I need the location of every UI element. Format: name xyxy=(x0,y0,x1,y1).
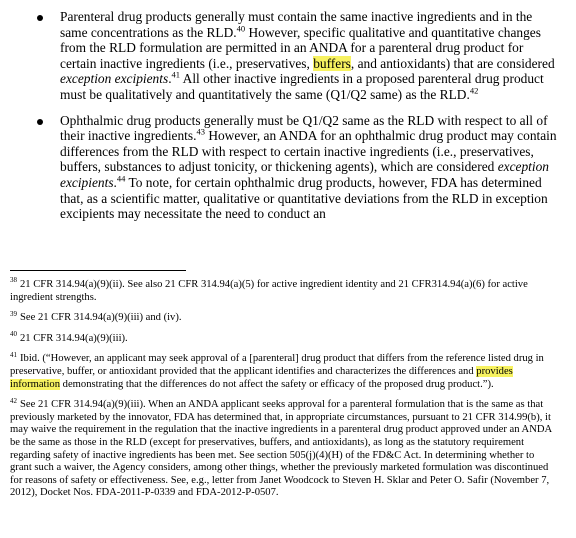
text-run: However, an ANDA for an ophthalmic drug product may contain differences from the RLD with respect to certain inactive ingredients (i.e., preservatives, buffers, substances to adjust tonicity, or thickening agents), which are considered xyxy=(60,128,557,175)
text-run: All other inactive ingredients in a proposed parenteral drug product must be qualitatively and quantitatively the same (Q1/Q2 same) as the RLD. xyxy=(60,71,544,102)
text-run: To note, for certain ophthalmic drug products, however, FDA has determined that, as a scientific matter, qualitative or quantitative deviations from the RLD in exception excipients may necessitate the need to conduct an xyxy=(60,174,548,222)
text-run: 21 CFR 314.94(a)(9)(iii). xyxy=(20,332,128,344)
text-run: Ibid. (“However, an applicant may seek approval of a [parenteral] drug product that differs from the reference listed drug in preservative, buffer, or antioxidant provided that the applicant identifies and characterizes the differences and xyxy=(10,353,544,377)
highlighted-text: buffers xyxy=(313,55,351,71)
footnote-reference: 42 xyxy=(469,85,479,96)
text-run: . xyxy=(168,71,172,87)
footnote-separator xyxy=(10,270,186,271)
bullet-item xyxy=(35,113,559,222)
bullet-dot-icon xyxy=(37,119,43,125)
text-run: . xyxy=(113,174,117,190)
footnote-reference: 40 xyxy=(236,23,246,34)
emphasized-text: exception excipients xyxy=(60,159,549,190)
text-run: However, specific qualitative and quantitative changes from the RLD formulation are permitted in an ANDA for a parenteral drug product for certain inactive ingredients (i.e., preservatives, xyxy=(60,24,541,71)
footnote-number: 41 xyxy=(10,350,17,359)
footnote-reference: 43 xyxy=(196,126,205,137)
footnote-number: 38 xyxy=(10,276,17,285)
footnote xyxy=(10,350,558,391)
footnote-number: 40 xyxy=(10,330,17,339)
text-run: See 21 CFR 314.94(a)(9)(iii) and (iv). xyxy=(20,312,182,324)
footnote-number: 42 xyxy=(10,396,17,405)
text-run: Parenteral drug products generally must contain the same inactive ingredients and in the same concentrations as the RLD. xyxy=(60,9,533,40)
text-run: See 21 CFR 314.94(a)(9)(iii). When an ANDA applicant seeks approval for a parenteral formulation that is the same as that previously marketed by the innovator, FDA has determined that, in appropriate circumstances, pursuant to 21 CFR 314.99(b), it may waive the requirement in the regulation that the inactive ingredients in a parenteral drug product approved under an ANDA be the same as those in the RLD (except for preservatives, buffers, and antioxidants), as long as the statutory requirement regarding safety of inactive ingredients has been met. See section 505(j)(4)(H) of the FD&C Act. In determining whether to grant such a waiver, the Agency considers, among other things, whether the previously marketed formulation was discontinued for reasons of safety or effectiveness. See, e.g., letter from Janet Woodcock to Steven H. Sklar and Peter O. Safir (November 7, 2012), Docket Nos. FDA-2011-P-0339 and FDA-2012-P-0507. xyxy=(10,399,552,499)
text-run: 21 CFR 314.94(a)(9)(ii). See also 21 CFR 314.94(a)(5) for active ingredient identity and 21 CFR314.94(a)(6) for active ingredient strengths. xyxy=(10,279,528,303)
footnote-list xyxy=(10,276,558,508)
text-run: Ophthalmic drug products generally must be Q1/Q2 same as the RLD with respect to all of their inactive ingredients. xyxy=(60,112,548,144)
bullet-list xyxy=(35,9,559,232)
footnote xyxy=(10,330,558,346)
bullet-item xyxy=(35,9,559,103)
footnote xyxy=(10,276,558,304)
footnote-reference: 44 xyxy=(116,173,126,184)
text-run: , and antioxidants) that are considered xyxy=(350,55,555,71)
text-run: demonstrating that the differences do not affect the safety or efficacy of the proposed drug product.”). xyxy=(60,378,494,390)
footnote xyxy=(10,396,558,500)
highlighted-text: provides information xyxy=(10,365,513,390)
bullet-dot-icon xyxy=(37,15,43,21)
footnote xyxy=(10,309,558,325)
emphasized-text: exception excipients xyxy=(60,71,169,87)
footnote-reference: 41 xyxy=(171,69,181,80)
footnote-number: 39 xyxy=(10,309,17,318)
